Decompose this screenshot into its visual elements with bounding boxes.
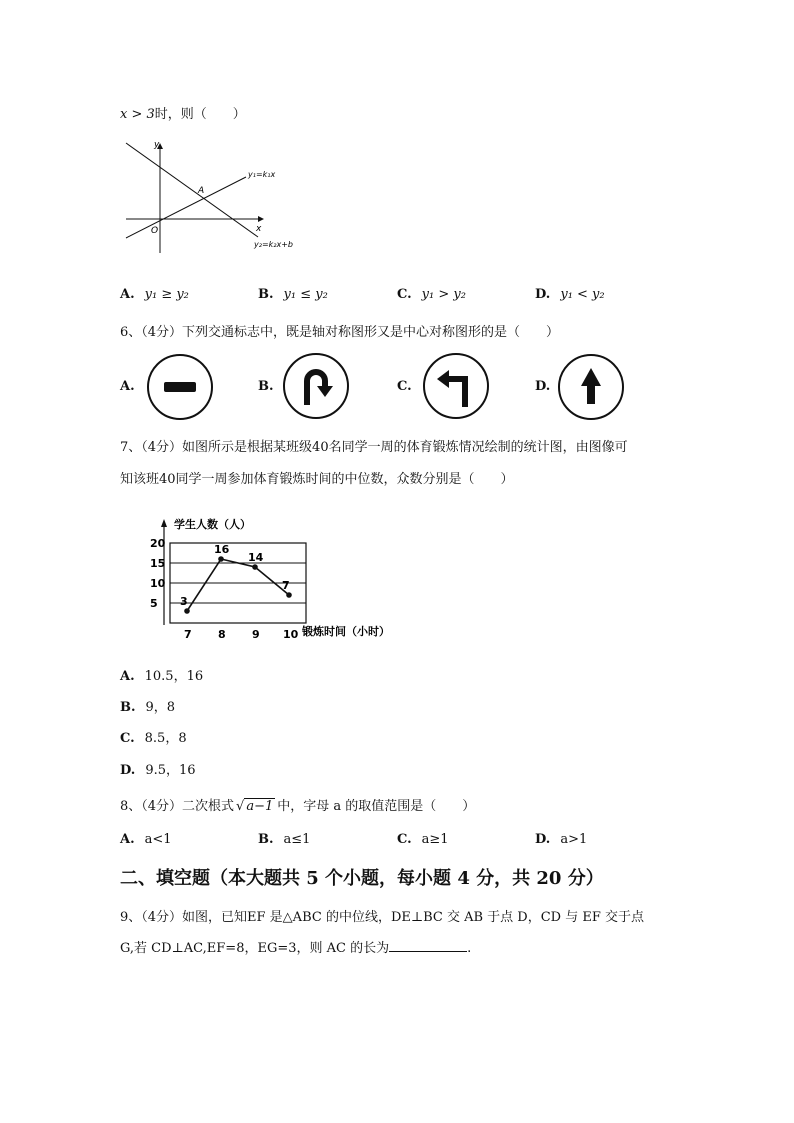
- option-label: B.: [258, 287, 274, 302]
- intersection-label: A: [198, 186, 205, 196]
- q9-line1: 9、（4分）如图，已知EF 是△ABC 的中位线，DE⊥BC 交 AB 于点 D，CD 与 EF 交于点: [120, 910, 644, 925]
- option-text: y₁ < y₂: [560, 287, 605, 302]
- q8-option-b[interactable]: [258, 832, 310, 847]
- option-text: a≤1: [283, 832, 311, 847]
- q7-line-chart: [140, 515, 410, 645]
- q7-option-b[interactable]: [120, 696, 175, 715]
- chart-xlabel: 锻炼时间（小时）: [302, 625, 390, 638]
- q6-option-d-label[interactable]: [535, 379, 560, 394]
- q6-option-a-label[interactable]: [120, 379, 145, 394]
- q8-stem-after: 中，字母 a 的取值范围是（ ）: [277, 799, 476, 814]
- q5-option-b[interactable]: [258, 287, 328, 302]
- q7-option-d[interactable]: [120, 759, 196, 778]
- option-text: y₁ > y₂: [421, 287, 466, 302]
- option-text: 9，8: [145, 700, 176, 715]
- x-axis-arrow: [258, 216, 264, 222]
- option-label: D.: [535, 287, 551, 302]
- line2-label: y₂=k₂x+b: [254, 240, 293, 249]
- option-label: B.: [120, 700, 136, 715]
- option-label: B.: [258, 832, 274, 847]
- q5-option-d[interactable]: [535, 287, 605, 302]
- u-turn-arrow-icon[interactable]: [283, 353, 349, 419]
- answer-blank[interactable]: [389, 939, 467, 952]
- chart-x-tick-label: 8: [218, 628, 226, 641]
- chart-data-label: 3: [180, 595, 188, 608]
- option-text: a>1: [560, 832, 588, 847]
- chart-data-label: 16: [214, 543, 230, 556]
- q9-line2: [120, 937, 471, 956]
- option-label: B.: [258, 379, 274, 394]
- chart-y-tick-label: 15: [150, 557, 166, 570]
- chart-data-label: 7: [282, 579, 290, 592]
- chart-data-point: [218, 556, 224, 562]
- q8-option-a[interactable]: [120, 832, 172, 847]
- line-y2: [126, 143, 258, 237]
- option-text: y₁ ≥ y₂: [144, 287, 189, 302]
- option-text: a≥1: [421, 832, 449, 847]
- q7-option-a[interactable]: [120, 665, 203, 684]
- chart-y-tick-label: 20: [150, 537, 166, 550]
- q5-stem-math: x > 3: [120, 107, 155, 122]
- q8-stem: [120, 795, 475, 814]
- option-text: y₁ ≤ y₂: [283, 287, 328, 302]
- q5-option-a[interactable]: [120, 287, 189, 302]
- option-label: A.: [120, 379, 135, 394]
- section-heading: 二、填空题（本大题共 5 个小题，每小题 4 分，共 20 分）: [120, 868, 604, 889]
- q6-stem: 6、（4分）下列交通标志中，既是轴对称图形又是中心对称图形的是（ ）: [120, 325, 560, 340]
- chart-data-point: [252, 564, 258, 570]
- chart-data-point: [286, 592, 292, 598]
- option-label: D.: [120, 763, 136, 778]
- x-axis-label: x: [256, 224, 262, 234]
- q6-option-c-label[interactable]: [397, 379, 422, 394]
- radicand: a−1: [246, 799, 274, 814]
- q8-option-c[interactable]: [397, 832, 449, 847]
- option-label: D.: [535, 379, 551, 394]
- option-label: C.: [120, 731, 135, 746]
- option-label: A.: [120, 832, 135, 847]
- option-label: D.: [535, 832, 551, 847]
- chart-x-tick-label: 9: [252, 628, 260, 641]
- no-entry-bar-icon[interactable]: [147, 354, 213, 420]
- q8-stem-before: 8、（4分）二次根式: [120, 799, 235, 814]
- q5-option-c[interactable]: [397, 287, 466, 302]
- chart-y-arrow: [161, 519, 167, 527]
- q8-option-d[interactable]: [535, 832, 587, 847]
- q7-stem-line2: 知该班40同学一周参加体育锻炼时间的中位数，众数分别是（ ）: [120, 472, 514, 487]
- y-axis-label: y: [154, 140, 160, 150]
- q5-stem-text: 时，则（ ）: [154, 107, 246, 122]
- option-label: C.: [397, 832, 412, 847]
- chart-x-tick-label: 7: [184, 628, 192, 641]
- q7-stem-line1: 7、（4分）如图所示是根据某班级40名同学一周的体育锻炼情况绘制的统计图，由图像可: [120, 440, 628, 455]
- option-label: C.: [397, 287, 412, 302]
- option-label: C.: [397, 379, 412, 394]
- q9-line2-end: .: [467, 941, 472, 956]
- option-text: 9.5，16: [145, 763, 196, 778]
- origin-label: O: [151, 226, 159, 236]
- option-text: 10.5，16: [144, 669, 204, 684]
- option-text: a<1: [144, 832, 172, 847]
- up-arrow-icon[interactable]: [558, 354, 624, 420]
- chart-x-tick-label: 10: [283, 628, 299, 641]
- option-label: A.: [120, 287, 135, 302]
- left-turn-arrow-icon[interactable]: [423, 353, 489, 419]
- option-text: 8.5，8: [144, 731, 187, 746]
- chart-ylabel: 学生人数（人）: [174, 518, 251, 531]
- chart-data-point: [184, 608, 190, 614]
- option-label: A.: [120, 669, 135, 684]
- q9-line2-text: G,若 CD⊥AC,EF=8，EG=3，则 AC 的长为: [120, 941, 390, 956]
- chart-data-label: 14: [248, 551, 264, 564]
- q5-function-graph: [118, 135, 293, 255]
- q5-stem: [120, 103, 246, 122]
- line1-label: y₁=k₁x: [248, 170, 276, 179]
- chart-y-tick-label: 5: [150, 597, 158, 610]
- square-root-expression: √ a−1: [236, 799, 274, 814]
- chart-y-tick-label: 10: [150, 577, 166, 590]
- q6-option-b-label[interactable]: [258, 379, 284, 394]
- q7-option-c[interactable]: [120, 727, 187, 746]
